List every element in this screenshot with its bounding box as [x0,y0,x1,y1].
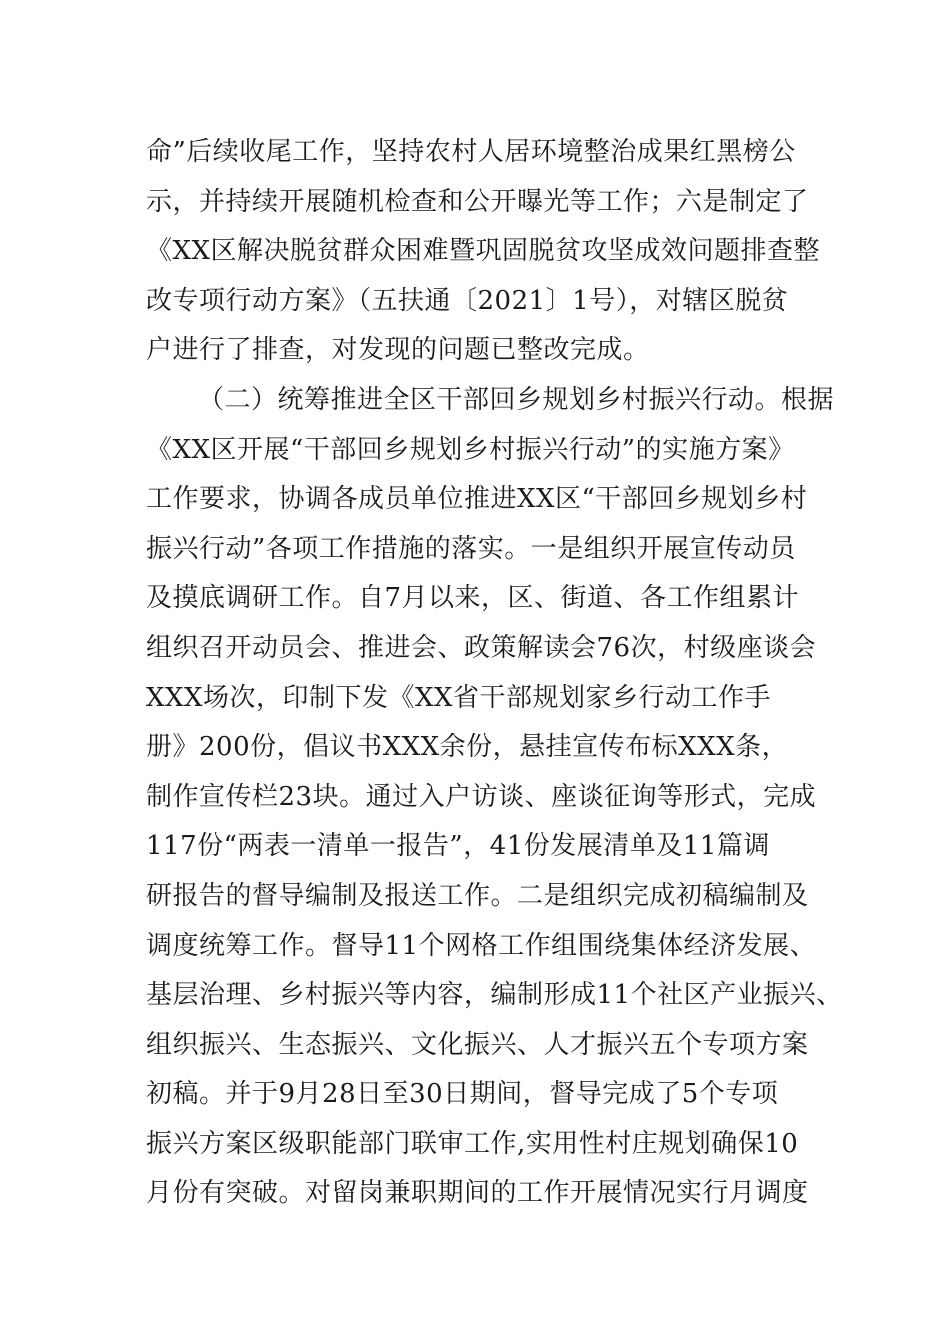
text-line: 命”后续收尾工作，坚持农村人居环境整治成果红黑榜公 [146,137,796,167]
text-line: 基层治理、乡村振兴等内容，编制形成11个社区产业振兴、 [146,980,843,1011]
text-line: 示，并持续开展随机检查和公开曝光等工作；六是制定了 [146,186,809,217]
body-text [146,128,843,1219]
text-line: 组织振兴、生态振兴、文化振兴、人才振兴五个专项方案 [146,1029,809,1060]
text-line: 《XX区开展“干部回乡规划乡村振兴行动”的实施方案》 [146,434,795,465]
text-line: 振兴行动”各项工作措施的落实。一是组织开展宣传动员 [146,533,796,564]
text-line: 调度统筹工作。督导11个网格工作组围绕集体经济发展、 [146,930,817,961]
section-heading-line: （二）统筹推进全区干部回乡规划乡村振兴行动。根据 [198,384,835,415]
text-line: 《XX区解决脱贫群众困难暨巩固脱贫攻坚成效问题排查整 [146,236,821,267]
text-line: 117份“两表一清单一报告”，41份发展清单及11篇调 [146,831,770,862]
text-line: 月份有突破。对留岗兼职期间的工作开展情况实行月调度 [146,1178,809,1209]
text-line: 初稿。并于9月28日至30日期间，督导完成了5个专项 [146,1079,779,1110]
text-line: 工作要求，协调各成员单位推进XX区“干部回乡规划乡村 [146,484,808,515]
text-line: 振兴方案区级职能部门联审工作,实用性村庄规划确保10 [146,1128,799,1159]
text-line: XXX场次，印制下发《XX省干部规划家乡行动工作手 [146,682,772,713]
text-line: 册》200份，倡议书XXX余份，悬挂宣传布标XXX条， [146,732,789,763]
text-line: 制作宣传栏23块。通过入户访谈、座谈征询等形式，完成 [146,781,817,812]
text-line: 组织召开动员会、推进会、政策解读会76次，村级座谈会 [146,632,817,663]
text-line: 改专项行动方案》（五扶通〔2021〕1号），对辖区脱贫 [146,285,789,316]
text-line: 户进行了排查，对发现的问题已整改完成。 [146,335,650,366]
text-line: 及摸底调研工作。自7月以来，区、街道、各工作组累计 [146,583,800,614]
text-line: 研报告的督导编制及报送工作。二是组织完成初稿编制及 [146,880,809,911]
